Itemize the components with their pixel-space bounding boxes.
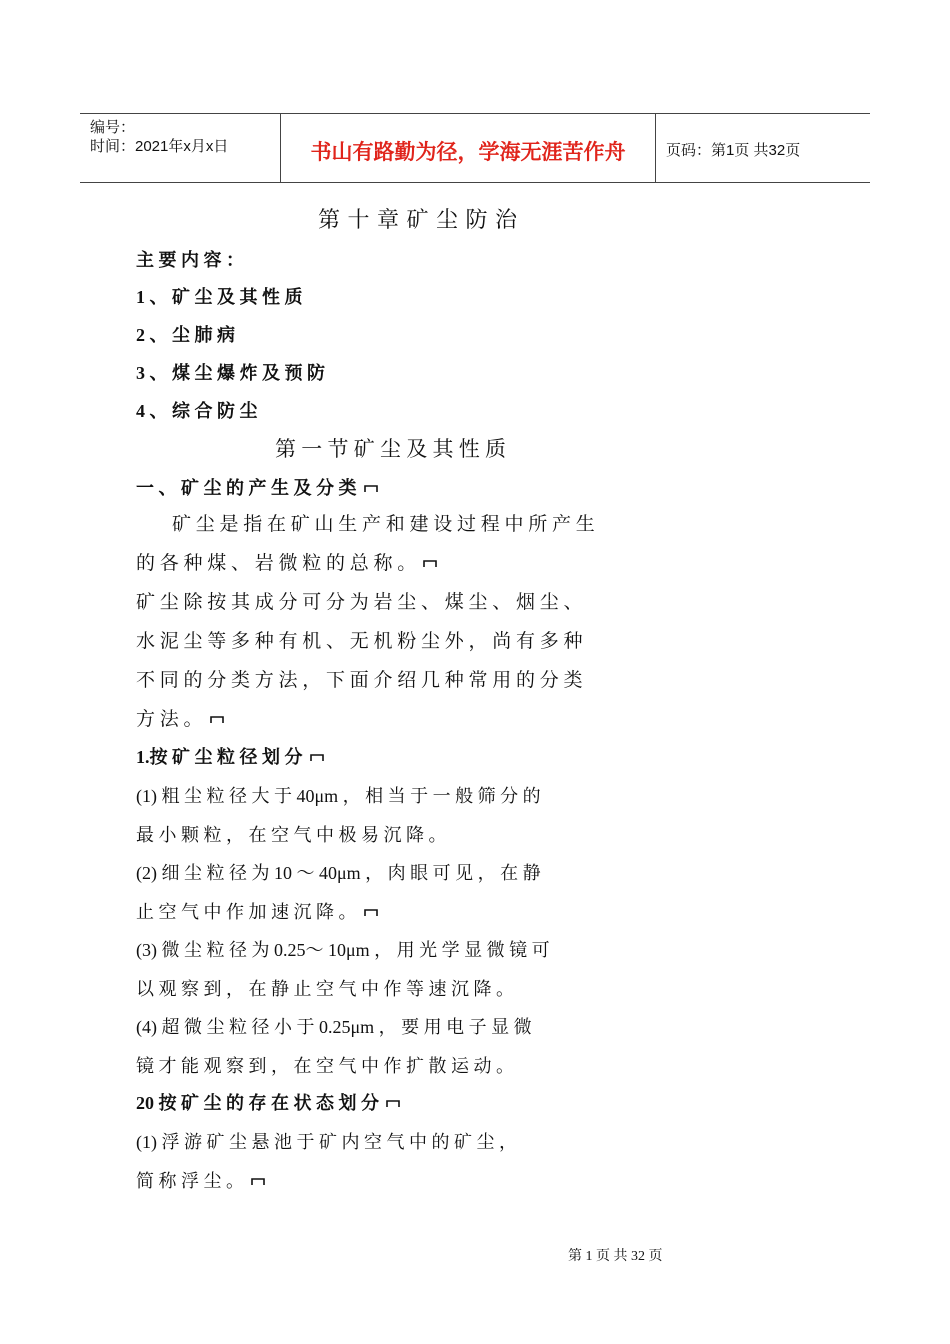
size3-line1: (3) 微 尘 粒 径 为 0.25～ 10μm ， 用 光 学 显 微 镜 可: [136, 940, 550, 960]
section-title: 第 一 节 矿 尘 及 其 性 质: [275, 437, 506, 461]
content-item-4: 4 、 综 合 防 尘: [136, 401, 258, 421]
para2-line1: 矿 尘 除 按 其 成 分 可 分 为 岩 尘 、 煤 尘 、 烟 尘 、: [136, 592, 583, 613]
para1-line2: [136, 552, 438, 576]
paragraph-mark-icon: [385, 1095, 401, 1109]
size2-line1: (2) 细 尘 粒 径 为 10 ～ 40μm ， 肉 眼 可 见 ， 在 静: [136, 863, 541, 883]
state1-line2: [136, 1169, 266, 1193]
para2-line4-text: 方 法 。: [136, 709, 203, 730]
subsection-heading-1: [136, 476, 379, 500]
header-meta-cell: [80, 114, 280, 182]
number-label: 编号：: [90, 119, 136, 136]
paragraph-mark-icon: [209, 711, 225, 725]
paragraph-mark-icon: [363, 480, 379, 494]
document-header: [80, 113, 870, 183]
para2-line4: [136, 708, 225, 732]
size3-line2: 以 观 察 到 ， 在 静 止 空 气 中 作 等 速 沉 降 。: [136, 979, 514, 999]
by-state-heading: [136, 1091, 401, 1115]
time-label: 时间：2021年x月x日: [90, 138, 229, 155]
para1-line1: 矿 尘 是 指 在 矿 山 生 产 和 建 设 过 程 中 所 产 生: [172, 514, 595, 535]
header-page-cell: [656, 114, 870, 182]
para2-line3: 不 同 的 分 类 方 法 ， 下 面 介 绍 几 种 常 用 的 分 类: [136, 670, 583, 691]
page-info: 页码：第1页 共32页: [666, 142, 801, 159]
content-item-1: 1 、 矿 尘 及 其 性 质: [136, 287, 303, 307]
chapter-title: 第 十 章 矿 尘 防 治: [318, 207, 519, 232]
by-size-heading-text: 1.按 矿 尘 粒 径 划 分: [136, 747, 303, 767]
by-state-heading-text: 20 按 矿 尘 的 存 在 状 态 划 分: [136, 1093, 379, 1113]
size4-line2: 镜 才 能 观 察 到 ， 在 空 气 中 作 扩 散 运 动 。: [136, 1056, 514, 1076]
motto-text: 书山有路勤为径，学海无涯苦作舟: [310, 140, 626, 164]
paragraph-mark-icon: [363, 904, 379, 918]
size2-line2-text: 止 空 气 中 作 加 速 沉 降 。: [136, 902, 357, 922]
by-size-heading: [136, 745, 325, 769]
main-content-heading: 主 要 内 容 ：: [136, 250, 244, 270]
content-item-2: 2 、 尘 肺 病: [136, 325, 235, 345]
para1-line2-text: 的 各 种 煤 、 岩 微 粒 的 总 称 。: [136, 553, 417, 574]
size1-line2: 最 小 颗 粒 ， 在 空 气 中 极 易 沉 降 。: [136, 825, 447, 845]
paragraph-mark-icon: [250, 1173, 266, 1187]
page-footer: 第 1 页 共 32 页: [568, 1249, 663, 1264]
paragraph-mark-icon: [309, 749, 325, 763]
content-item-3: 3 、 煤 尘 爆 炸 及 预 防: [136, 363, 325, 383]
state1-line1: (1) 浮 游 矿 尘 悬 池 于 矿 内 空 气 中 的 矿 尘 ，: [136, 1132, 517, 1152]
state1-line2-text: 简 称 浮 尘 。: [136, 1171, 244, 1191]
size1-line1: (1) 粗 尘 粒 径 大 于 40μm ， 相 当 于 一 般 筛 分 的: [136, 786, 541, 806]
subsection-heading-1-text: 一 、 矿 尘 的 产 生 及 分 类: [136, 478, 357, 498]
para2-line2: 水 泥 尘 等 多 种 有 机 、 无 机 粉 尘 外 ， 尚 有 多 种: [136, 631, 583, 652]
size2-line2: [136, 900, 379, 924]
size4-line1: (4) 超 微 尘 粒 径 小 于 0.25μm ， 要 用 电 子 显 微: [136, 1017, 532, 1037]
header-motto-cell: [280, 114, 656, 182]
paragraph-mark-icon: [422, 555, 438, 569]
